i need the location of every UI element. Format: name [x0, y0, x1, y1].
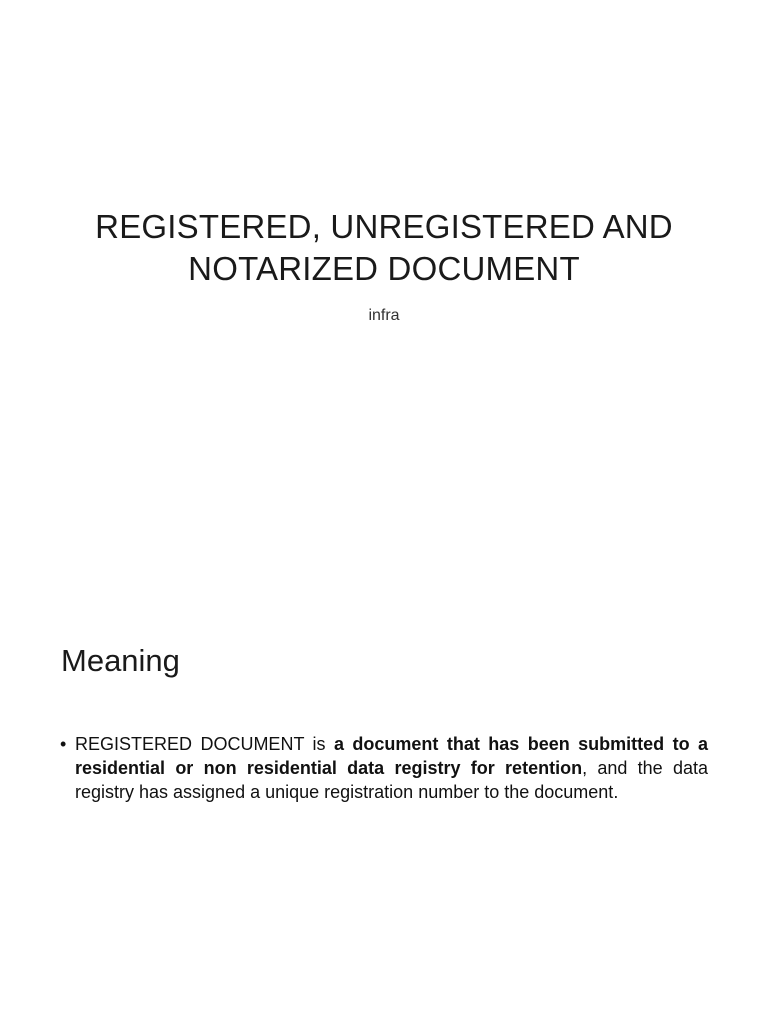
- slide-subtitle: infra: [368, 307, 400, 324]
- slide-title-line-2: NOTARIZED DOCUMENT: [188, 250, 580, 287]
- slide-title-line-1: REGISTERED, UNREGISTERED AND: [95, 208, 673, 245]
- bullet-marker: •: [60, 734, 67, 754]
- bullet-text-lead: REGISTERED DOCUMENT is: [75, 734, 334, 754]
- content-slide: [0, 576, 768, 1024]
- bullet-text-tail: , and the data registry has assigned a unique registration number to the document.: [75, 758, 708, 802]
- bullet-list: [60, 732, 708, 804]
- bullet-item: [60, 732, 708, 804]
- slide-title: [60, 206, 708, 290]
- slide-heading: Meaning: [61, 643, 180, 678]
- bullet-text-definition: a document that has been submitted to a residential or non residential data registry for retention: [75, 734, 708, 778]
